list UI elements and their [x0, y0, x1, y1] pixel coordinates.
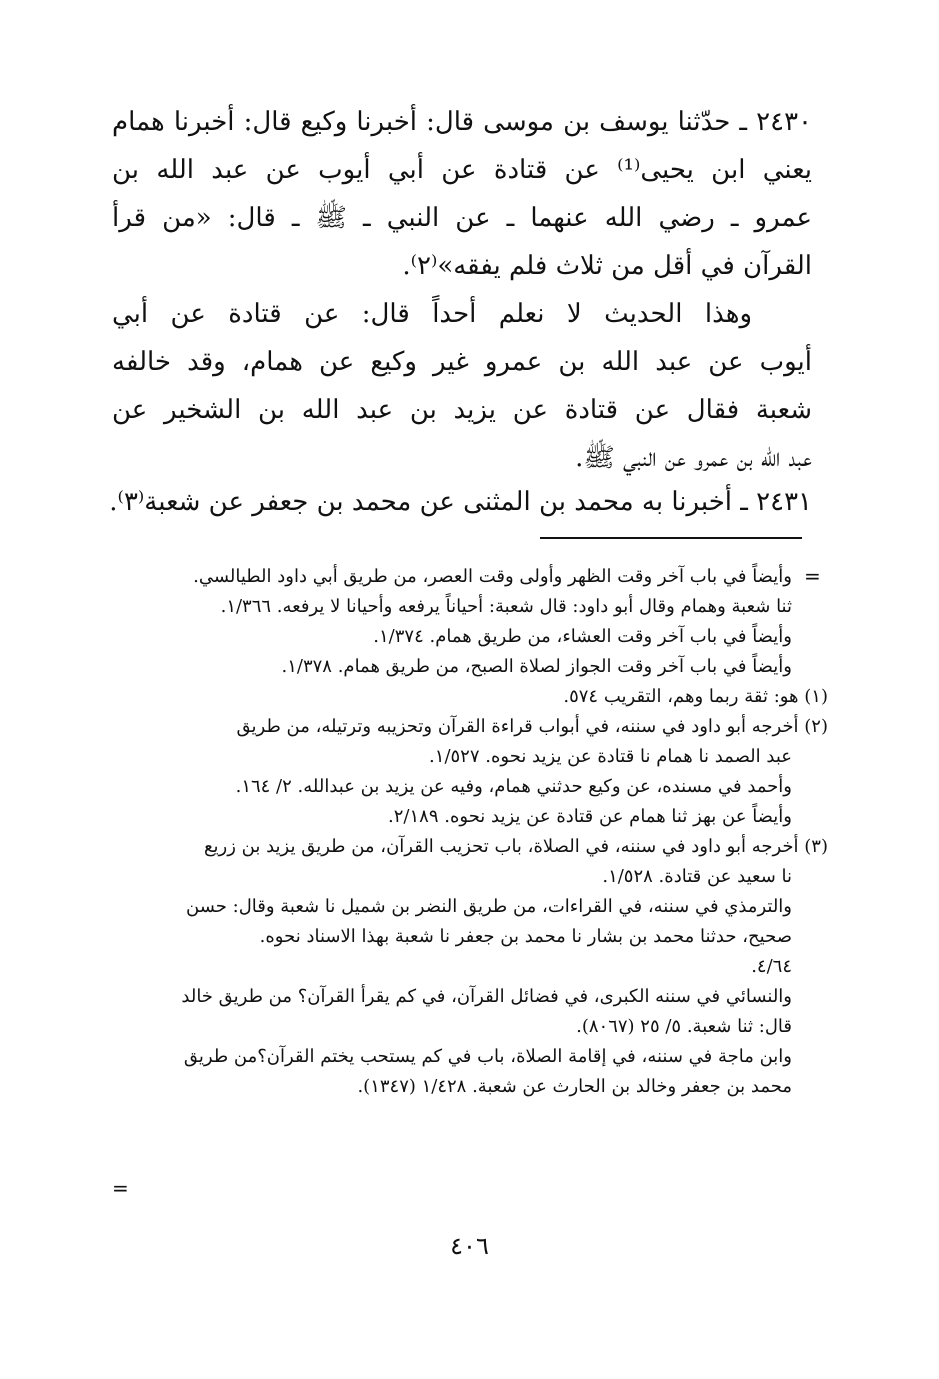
footnote-3: (٣) أخرجه أبو داود في سننه، في الصلاة، باب تحزيب القرآن، من طريق يزيد بن زريع — [203, 836, 828, 857]
footnote-line: ٤/٦٤. — [751, 956, 792, 977]
continuation-mark-bottom: = — [112, 1176, 129, 1200]
hadith-2430-line-1: ٢٤٣٠ ـ حدّثنا يوسف بن موسى قال: أخبرنا وكيع قال: أخبرنا همام — [112, 107, 812, 137]
footnote-1: (١) هو: ثقة ربما وهم، التقريب ٥٧٤. — [563, 686, 828, 707]
hadith-2430-line-4: القرآن في أقل من ثلاث فلم يفقه»⁽٢⁾. — [402, 251, 812, 281]
footnote-line: وأيضاً عن بهز ثنا همام عن قتادة عن يزيد نحوه. ٢/١٨٩. — [388, 806, 792, 827]
footnote-line: وابن ماجة في سننه، في إقامة الصلاة، باب في كم يستحب يختم القرآن؟من طريق — [183, 1046, 792, 1067]
author-commentary — [112, 290, 812, 482]
commentary-line-1: وهذا الحديث لا نعلم أحداً قال: عن قتادة عن أبي — [112, 299, 752, 329]
footnote-line: قال: ثنا شعبة. ٥/ ٢٥ (٨٠٦٧). — [576, 1016, 792, 1037]
footnote-line: وأيضاً في باب آخر وقت الجواز لصلاة الصبح، من طريق همام. ١/٣٧٨. — [281, 656, 792, 677]
footnote-line: وأيضاً في باب آخر وقت العشاء، من طريق همام. ١/٣٧٤. — [373, 626, 792, 647]
footnote-line: محمد بن جعفر وخالد بن الحارث عن شعبة. ١/٤٢٨ (١٣٤٧). — [357, 1076, 792, 1097]
hadith-2430-line-3: عمرو ـ رضي الله عنهما ـ عن النبي ـ ﷺ ـ قال: «من قرأ — [112, 203, 812, 233]
hadith-2430 — [112, 98, 812, 290]
footnote-line: وأحمد في مسنده، عن وكيع حدثني همام، وفيه عن يزيد بن عبدالله. ٢/ ١٦٤. — [235, 776, 792, 797]
footnote-line: نا سعيد عن قتادة. ١/٥٢٨. — [602, 866, 792, 887]
footnote-2: (٢) أخرجه أبو داود في سننه، في أبواب قراءة القرآن وتحزيبه وترتيله، من طريق — [236, 716, 828, 737]
hadith-2431-line: ٢٤٣١ ـ أخبرنا به محمد بن المثنى عن محمد بن جعفر عن شعبة⁽٣⁾. — [109, 487, 812, 517]
page-number: ٤٠٦ — [450, 1232, 489, 1260]
hadith-2431 — [109, 478, 812, 526]
commentary-line-3: شعبة فقال عن قتادة عن يزيد بن عبد الله بن الشخير عن — [112, 395, 812, 425]
commentary-line-4: عبد الله بن عمرو عن النبي ﷺ. — [575, 443, 812, 473]
footnotes — [128, 562, 828, 1102]
hadith-2430-line-2: يعني ابن يحيى⁽¹⁾ عن قتادة عن أبي أيوب عن عبد الله بن — [112, 155, 812, 185]
commentary-line-2: أيوب عن عبد الله بن عمرو غير وكيع عن همام، وقد خالفه — [112, 347, 812, 377]
footnote-line: صحيح، حدثنا محمد بن بشار نا محمد بن جعفر نا شعبة بهذا الاسناد نحوه. — [259, 926, 792, 947]
footnote-separator — [540, 537, 802, 539]
footnote-line: عبد الصمد نا همام نا قتادة عن يزيد نحوه. ١/٥٢٧. — [429, 746, 792, 767]
continuation-mark-top: = — [804, 564, 821, 588]
footnote-line: وأيضاً في باب آخر وقت الظهر وأولى وقت العصر، من طريق أبي داود الطيالسي. — [193, 566, 792, 587]
footnote-line: والنسائي في سننه الكبرى، في فضائل القرآن، في كم يقرأ القرآن؟ من طريق خالد — [181, 986, 792, 1007]
footnote-line: والترمذي في سننه، في القراءات، من طريق النضر بن شميل نا شعبة وقال: حسن — [186, 896, 792, 917]
footnote-line: ثنا شعبة وهمام وقال أبو داود: قال شعبة: أحياناً يرفعه وأحيانا لا يرفعه. ١/٣٦٦. — [220, 596, 792, 617]
